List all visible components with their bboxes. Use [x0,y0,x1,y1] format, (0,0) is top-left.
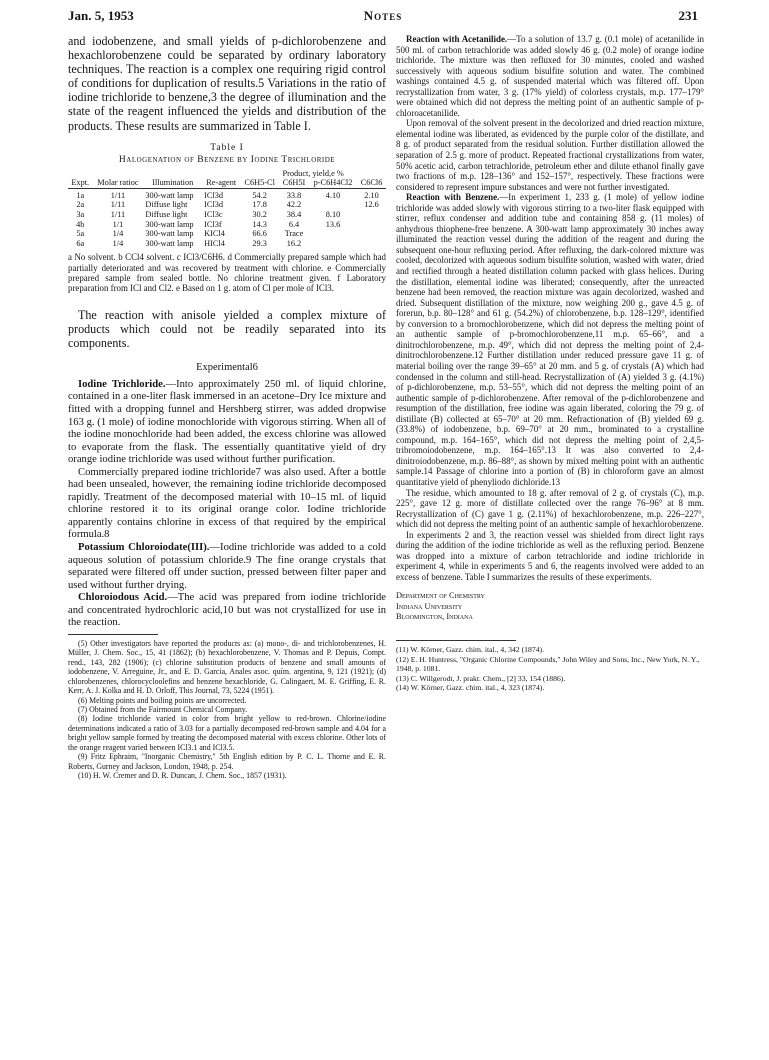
reference: (12) E. H. Huntress, "Organic Chlorine Compounds," John Wiley and Sons, Inc., New York, N. Y., 1948, p. 1081. [396,654,700,674]
table-cell-cl: 66.6 [252,229,267,239]
col-header-ratio: Molar ratioc [97,178,139,188]
table-cell-expt: 4b [76,219,85,229]
table-cell-dcb [309,229,357,239]
iodine-trichloride-paragraph [68,379,386,467]
col-header-expt: Expt. [71,178,90,188]
experiments-paragraph: In experiments 2 and 3, the reaction vessel was shielded from direct light rays during the addition of the iodine trichloride as well as the refluxing period. Benzene was dropped into a mixture of carbon tetrachloride and iodine trichloride in experiment 4, while in experiments 5 and 6, the reagents involved were added to an excess of benzene. Table I summarizes the results of these experiments. [396,529,704,582]
table-cell-hcb [357,220,386,230]
table-cell-ratio: 1/11 [110,200,126,210]
table-cell-cl: 14.3 [252,219,267,229]
table-row [68,229,386,239]
address-line: Department of Chemistry [396,591,485,601]
table-footnotes: a No solvent. b CCl4 solvent. c ICl3/C6H6. d Commercially prepared sample which had partially deteriorated and was recovered by treatment with chlorine. e Commercially prepared sample from sealed bottle. No chlorine treatment given. f Laboratory preparation from ICl and Cl2. e Based on 1 g. atom of Cl per mole of ICl3. [68,252,386,294]
paragraph-text: —In experiment 1, 233 g. (1 mole) of yellow iodine trichloride was added slowly with vigorous stirring to a two-liter flask equipped with stirrer, reflux condenser and addition tube and containing 858 g. (11 moles) of anhydrous thiophene-free benzene. A 300-watt lamp approximately 30 inches away illuminated the reaction vessel during the addition of the reagent and during the subsequent one-hour refluxing period. After refluxing, the dark-colored mixture was cooled, decolorized with aqueous sodium bisulfite solution, washed with water, dried and rectified through a heated distillation column packed with glass helices. During the distillation, elemental iodine was liberated; consequently, after the unreacted benzene had been removed, the reaction mixture was again decolorized, washed and dried. Subsequent distillation of the mixture, now weighing 200 g., gave 4.5 g. of forerun, b.p. 80–128° and 61 g. (54.2%) of chlorobenzene, b.p. 128–129°, identified by conversion to a bromochlorobenzene, which did not depress the melting point of an authentic sample of p-bromochlorobenzene,11 m.p. 65–66°, and a dinitrochlorobenzene, m.p. 49°, which did not depress the melting point of 2,4-dinitrochlorobenzene.12 Further distillation under reduced pressure gave 11 g. of material boiling over the range 39–65° at 20 mm. and 5 g. of crystals (A) which had condensed in the column and still-head. Recrystallization of (A) yielded 3 g. (4.1%) of p-dichlorobenzene, m.p. 53–55°, which did not depress the melting point of an authentic sample of p-dichlorobenzene. After removal of the p-dichlorobenzene and resumption of the distillation, free iodine was again liberated, coloring the 79 g. of distillate (B) collected at 65–70° at 20 mm. Refractionation of (B) yielded 69 g. (33.8%) of iodobenzene, b.p. 69–70° at 20 mm., brominated to a crystalline compound, m.p. 164–165°, which did not depress the melting point of 2,4,5-tribromoiodobenzene, m.p. 164–165°.13 It was also converted to 2,4-dinitroiodobenzene, m.p. 86–88°, as shown by mixed melting point with an authentic sample.14 Passage of chlorine into a portion of (B) in chloroform gave an almost quantitative yield of phenyliodo dichloride.13 [396,192,704,487]
table-cell-dcb: 13.6 [325,219,341,229]
col-header-iodobenzene: C6H5I [282,178,306,188]
anisole-paragraph: The reaction with anisole yielded a complex mixture of products which could not be readily separated into its components. [68,307,386,350]
table-cell-iod: 38.4 [286,210,302,220]
reference: (13) C. Willgerodt, J. prakt. Chem., [2] 33, 154 (1886). [396,673,566,683]
benzene-paragraph [396,192,704,487]
acetanilide-paragraph [396,34,704,118]
table-cell-reagent: ICl3d [204,190,223,200]
table-cell-dcb [309,200,357,210]
paragraph-text: —The acid was prepared from iodine trichloride and concentrated hydrochloric acid,10 but was not crystallized for use in the reaction. [68,592,386,629]
reference-rule [396,640,516,641]
table-row [68,220,386,230]
table-cell-ratio: 1/11 [110,190,126,200]
table-cell-illum: 300-watt lamp [145,190,194,200]
table-cell-reagent: HICl4 [204,238,225,248]
table-cell-ratio: 1/4 [112,229,124,239]
results-table [68,169,386,249]
table-cell-hcb [357,239,386,249]
table-cell-hcb [357,229,386,239]
col-header-product-span: Product, yield,e % [282,168,344,178]
footnote: (5) Other investigators have reported the products as: (a) mono-, di- and trichlorobenzenes, H. Müller, J. Chem. Soc., 15, 41 (1862); (b) hexachlorobenzene, V. Thomas and P. Depuis, Compt. rend., 143, 282 (1906); (c) chlorine substitution products of benzene and small amounts of iodobenzene, V. Arreguine, Jr., and E. D. Garcia, Anales asoc. quím. argentina, 9, 121 (1921); (d) chlorobenzenes, chlorocycloolefins and benzene hexachloride, G. Calingaert, M. E. Griffing, E. R. Kerr, A. J. Kolka and H. D. Orloff, This Journal, 73, 5224 (1951). [68,638,386,696]
table-title: Halogenation of Benzene by Iodine Trichloride [118,154,336,165]
address-line: Indiana University [396,601,463,611]
run-in-head: Chloroiodous Acid. [78,592,168,604]
table-cell-dcb: 4.10 [325,190,341,200]
references [396,645,704,693]
experimental-heading: Experimental6 [196,361,258,373]
header-date: Jan. 5, 1953 [68,8,134,23]
table-cell-iod: Trace [284,229,304,239]
run-in-head: Reaction with Benzene. [406,192,500,203]
table-cell-iod: 33.8 [286,190,302,200]
footnote: (7) Obtained from the Fairmount Chemical Company. [78,704,248,714]
footnote: (9) Fritz Ephraim, "Inorganic Chemistry," 5th English edition by P. C. L. Thorne and E. R. Roberts, Gurney and Jackson, London, 1948, p. 254. [68,752,386,771]
table-cell-ratio: 1/1 [112,219,124,229]
table-cell-expt: 1a [76,190,85,200]
table-cell-iod: 6.4 [288,219,300,229]
table-cell-hcb [357,210,386,220]
table-cell-reagent: ICl3c [204,210,223,220]
footnote: (10) H. W. Cremer and D. R. Duncan, J. Chem. Soc., 1857 (1931). [78,771,287,781]
paragraph-text: —To a solution of 13.7 g. (0.1 mole) of acetanilide in 500 ml. of carbon tetrachloride was added slowly 46 g. (0.2 mole) of orange iodine trichloride. The mixture was then refluxed for 30 minutes, cooled and washed successively with aqueous sodium bisulfite solution and water. The combined washings contained 4.5 g. of suspended material which was filtered off. Upon recrystallization from water, 3 g. (17% yield) of colorless crystals, m.p. 177–179° were obtained which did not depress the melting point of an authentic sample of p-chloroacetanilide. [396,34,704,118]
residue-paragraph: The residue, which amounted to 18 g. after removal of 2 g. of crystals (C), m.p. 225°, gave 12 g. more of distillate collected over the range 76–96° at 8 mm. Recrystallization of (C) gave 1 g. (2.11%) of hexachlorobenzene, m.p. 226–227°, which did not depress the melting point of an authentic sample of hexachlorobenzene. [396,487,704,530]
solvent-removal-paragraph: Upon removal of the solvent present in the decolorized and dried reaction mixture, elemental iodine was liberated, as evidenced by the purple color of the distillate, and 8 g. of product separated from the residual solution. Further distillation allowed the separation of 2.5 g. more of product. Repeated fractional crystallizations from water, 50% acetic acid, carbon tetrachloride, petroleum ether and dilute ethanol finally gave two fractions of m.p. 128–136° and 152–157°, respectively. These fractions were considered to represent impure substances and were not further investigated. [396,118,704,192]
table-cell-expt: 2a [76,200,85,210]
run-in-head: Reaction with Acetanilide. [406,34,508,44]
table-cell-expt: 6a [76,238,85,248]
table-cell-hcb: 2.10 [364,190,379,200]
chloroiodous-paragraph [68,592,386,630]
table-cell-cl: 17.8 [252,200,267,210]
table-cell-ratio: 1/11 [110,210,126,220]
table-cell-illum: Diffuse light [145,200,188,210]
table-cell-ratio: 1/4 [112,238,124,248]
author-address [396,591,704,622]
footnotes [68,639,386,781]
footnote: (8) Iodine trichloride varied in color from bright yellow to red-brown. Chlorine/iodine determinations indicated a ratio of 3.03 for a partially decomposed red-brown sample and 4.04 for a bright yellow sample formed by treating the decomposed material with excess chlorine. Other lots of the orange reagent varied between ICl3.1 and ICl3.5. [68,714,386,752]
table-cell-reagent: KICl4 [204,229,225,239]
table-cell-illum: Diffuse light [145,210,188,220]
table-cell-cl: 30.2 [252,210,267,220]
left-column [68,34,386,781]
table-cell-illum: 300-watt lamp [145,219,194,229]
paragraph-text: —Into approximately 250 ml. of liquid chlorine, contained in a one-liter flask immersed in an acetone–Dry Ice mixture and fitted with a dropping funnel and Hershberg stirrer, was added dropwise 163 g. (1 mole) of iodine monochloride with vigorous stirring. When all of the iodine monochloride had been added, the excess chlorine was allowed to evaporate from the flask. The essentially quantitative yield of dry orange iodine trichloride was used without further purification. [68,378,386,466]
table-cell-expt: 3a [76,210,85,220]
table-cell-illum: 300-watt lamp [145,229,194,239]
table-row [68,200,386,210]
table-cell-cl: 29.3 [252,238,267,248]
table-cell-iod: 42.2 [286,200,302,210]
table-cell-illum: 300-watt lamp [145,238,194,248]
table-cell-cl: 54.2 [252,190,267,200]
reference: (11) W. Körner, Gazz. chim. ital., 4, 342 (1874). [396,645,544,655]
table-cell-expt: 5a [76,229,85,239]
table-cell-dcb [309,239,357,249]
run-in-head: Potassium Chloroiodate(III). [78,541,210,553]
col-header-hexachlorobenzene: C6Cl6 [360,178,383,188]
header-page-number: 231 [678,8,698,23]
table-row [68,188,386,200]
table-caption: Table I [210,142,244,153]
table-row [68,239,386,249]
potassium-paragraph [68,542,386,592]
table-cell-reagent: ICl3f [204,219,222,229]
header-section: Notes [363,8,403,23]
table-cell-hcb: 12.6 [364,200,379,210]
col-header-chlorobenzene: C6H5-Cl [244,178,275,188]
right-column [396,34,704,693]
col-header-illumination: Illumination [152,178,194,188]
table-cell-dcb: 8.10 [325,210,341,220]
table-cell-iod: 16.2 [286,238,302,248]
reference: (14) W. Körner, Gazz. chim. ital., 4, 323 (1874). [396,683,545,693]
address-line: Bloomington, Indiana [396,611,473,621]
footnote-rule [68,634,158,635]
col-header-reagent: Re-agent [206,178,237,188]
commercial-paragraph: Commercially prepared iodine trichloride7 was also used. After a bottle had been unsealed, however, the remaining iodine trichloride decomposed rapidly. Treatment of the decomposed material with 10–15 ml. of liquid chlorine restored it to its original orange color. Iodine trichloride apparently contains chlorine in excess of that required by the empirical formula.8 [68,466,386,541]
table-cell-reagent: ICl3d [204,200,223,210]
paragraph-text: —Iodine trichloride was added to a cold aqueous solution of potassium chloride.9 The fine orange crystals that separated were filtered off under suction, pressed between filter paper and used without further drying. [68,541,386,591]
intro-paragraph: and iodobenzene, and small yields of p-dichlorobenzene and hexachlorobenzene could be separated by ordinary laboratory techniques. The reaction is a complex one requiring rigid control of conditions for duplication of results.5 Variations in the ratio of iodine trichloride to benzene,3 the degree of illumination and the state of the reagent influenced the yields and distribution of the products. These results are summarized in Table I. [68,34,386,133]
table-row [68,210,386,220]
run-in-head: Iodine Trichloride. [78,378,166,390]
footnote: (6) Melting points and boiling points are uncorrected. [78,695,247,705]
col-header-dichlorobenzene: p-C6H4Cl2 [313,178,353,188]
running-header [68,8,698,28]
